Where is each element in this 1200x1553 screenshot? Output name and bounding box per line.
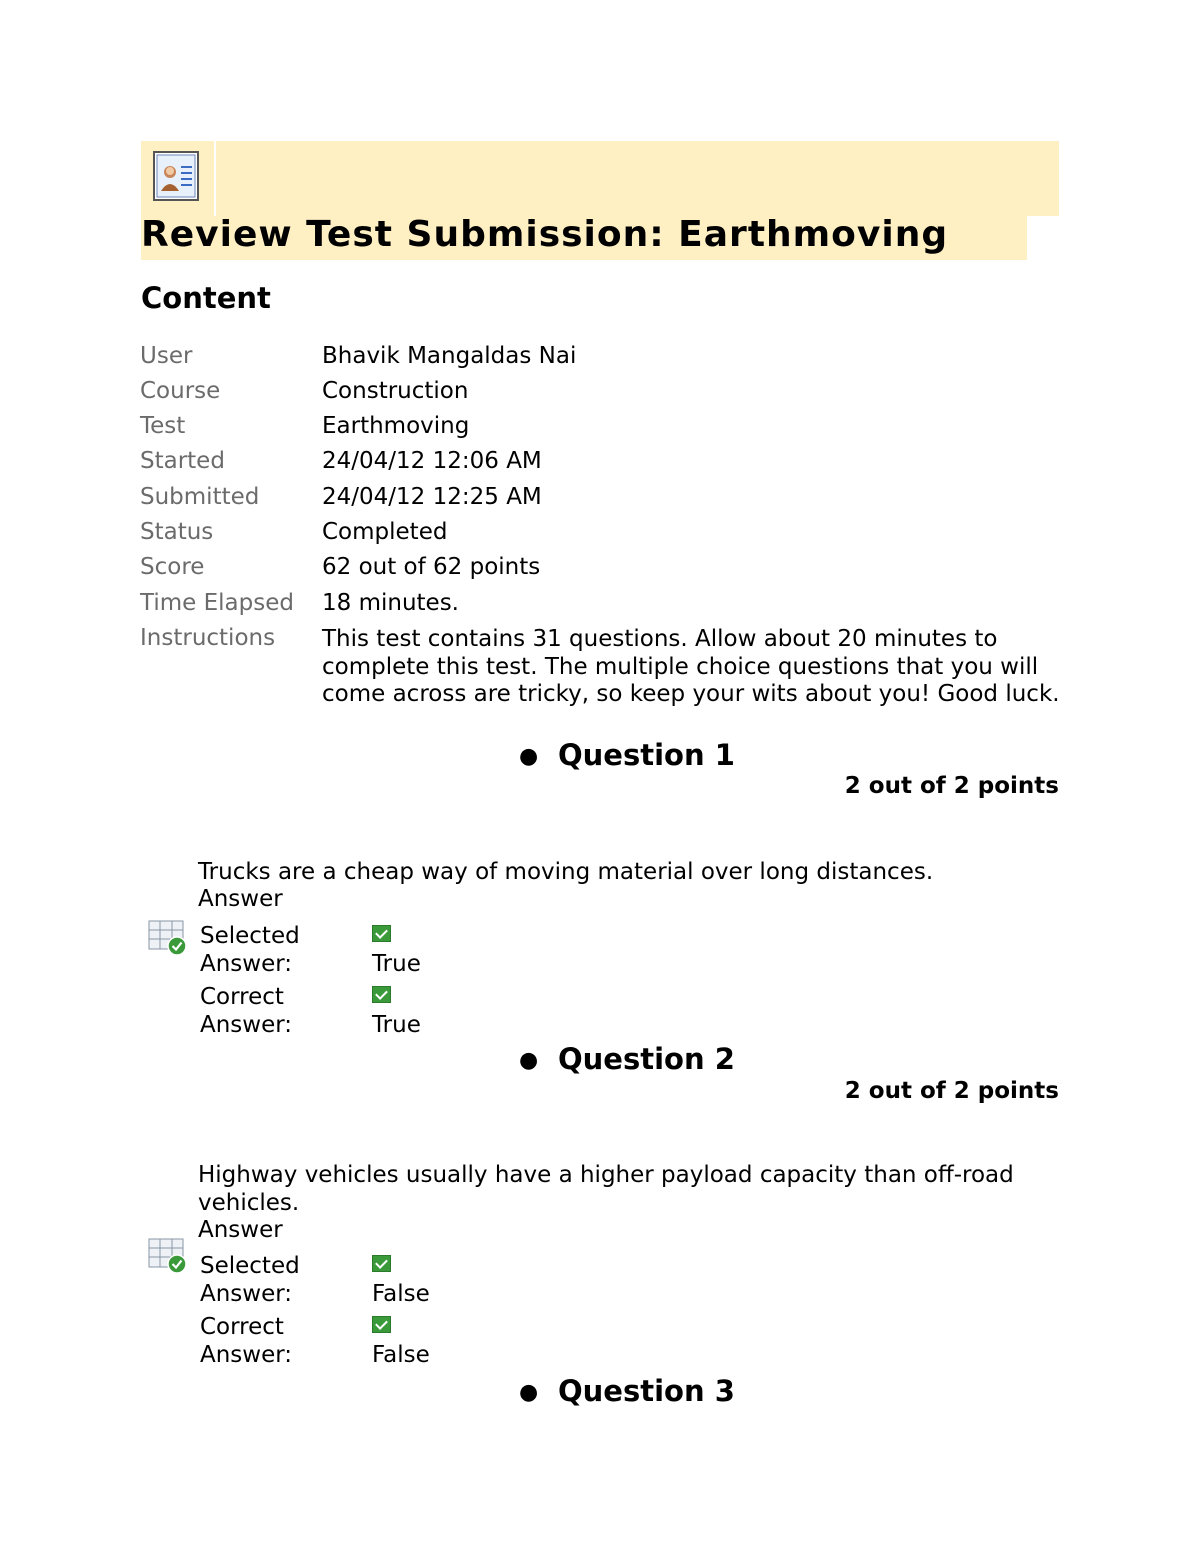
- selected-answer-text: False: [372, 1281, 430, 1307]
- user-profile-icon: [153, 151, 199, 201]
- correct-answer-text: False: [372, 1342, 430, 1368]
- field-value-score: 62 out of 62 points: [322, 554, 541, 580]
- checkmark-icon: [372, 925, 391, 942]
- correct-answer-label: Correct Answer:: [200, 984, 293, 1038]
- question-1-title: Question 1: [558, 738, 735, 772]
- question-2-title: Question 2: [558, 1042, 735, 1076]
- field-label-instructions: Instructions: [140, 625, 276, 651]
- field-value-started: 24/04/12 12:06 AM: [322, 448, 542, 474]
- field-value-instructions: This test contains 31 questions. Allow about 20 minutes to complete this test. The multiple choice questions that you will come across are tricky, so keep your wits about you! Good luck.: [322, 626, 1060, 707]
- selected-answer-value: [372, 922, 442, 978]
- question-2-points: 2 out of 2 points: [844, 1078, 1059, 1104]
- checkmark-icon: [372, 1316, 391, 1333]
- field-label-test: Test: [140, 413, 186, 439]
- question-1-points: 2 out of 2 points: [844, 773, 1059, 799]
- question-2-text: Highway vehicles usually have a higher payload capacity than off-road vehicles.: [198, 1162, 1014, 1216]
- field-label-user: User: [140, 343, 193, 369]
- field-value-course: Construction: [322, 378, 469, 404]
- correct-answer-text: True: [372, 1012, 421, 1038]
- bullet-icon: ●: [519, 1048, 539, 1073]
- question-2-answer-heading: Answer: [198, 1217, 283, 1243]
- field-value-time-elapsed: 18 minutes.: [322, 590, 459, 616]
- field-value-user: Bhavik Mangaldas Nai: [322, 343, 577, 369]
- field-label-submitted: Submitted: [140, 484, 260, 510]
- selected-answer-value: [372, 1252, 442, 1308]
- selected-answer-label: Selected Answer:: [200, 923, 300, 977]
- question-3-title: Question 3: [558, 1374, 735, 1408]
- correct-grade-icon: [148, 920, 186, 960]
- field-value-test: Earthmoving: [322, 413, 470, 439]
- field-label-started: Started: [140, 448, 225, 474]
- correct-grade-icon: [148, 1238, 186, 1278]
- selected-answer-label: Selected Answer:: [200, 1253, 300, 1307]
- checkmark-icon: [372, 1255, 391, 1272]
- correct-answer-value: [372, 983, 442, 1039]
- field-label-status: Status: [140, 519, 214, 545]
- correct-answer-label: Correct Answer:: [200, 1314, 293, 1368]
- content-heading: Content: [141, 281, 271, 315]
- checkmark-icon: [372, 986, 391, 1003]
- title-banner: [216, 141, 1059, 216]
- field-value-submitted: 24/04/12 12:25 AM: [322, 484, 542, 510]
- field-label-time-elapsed: Time Elapsed: [140, 590, 294, 616]
- selected-answer-text: True: [372, 951, 421, 977]
- bullet-icon: ●: [519, 744, 539, 769]
- field-value-status: Completed: [322, 519, 448, 545]
- question-1-text: Trucks are a cheap way of moving material over long distances.: [198, 859, 934, 885]
- field-label-score: Score: [140, 554, 205, 580]
- field-label-course: Course: [140, 378, 221, 404]
- bullet-icon: ●: [519, 1380, 539, 1405]
- question-1-answer-heading: Answer: [198, 886, 283, 912]
- page-title: Review Test Submission: Earthmoving: [141, 214, 949, 255]
- correct-answer-value: [372, 1313, 442, 1369]
